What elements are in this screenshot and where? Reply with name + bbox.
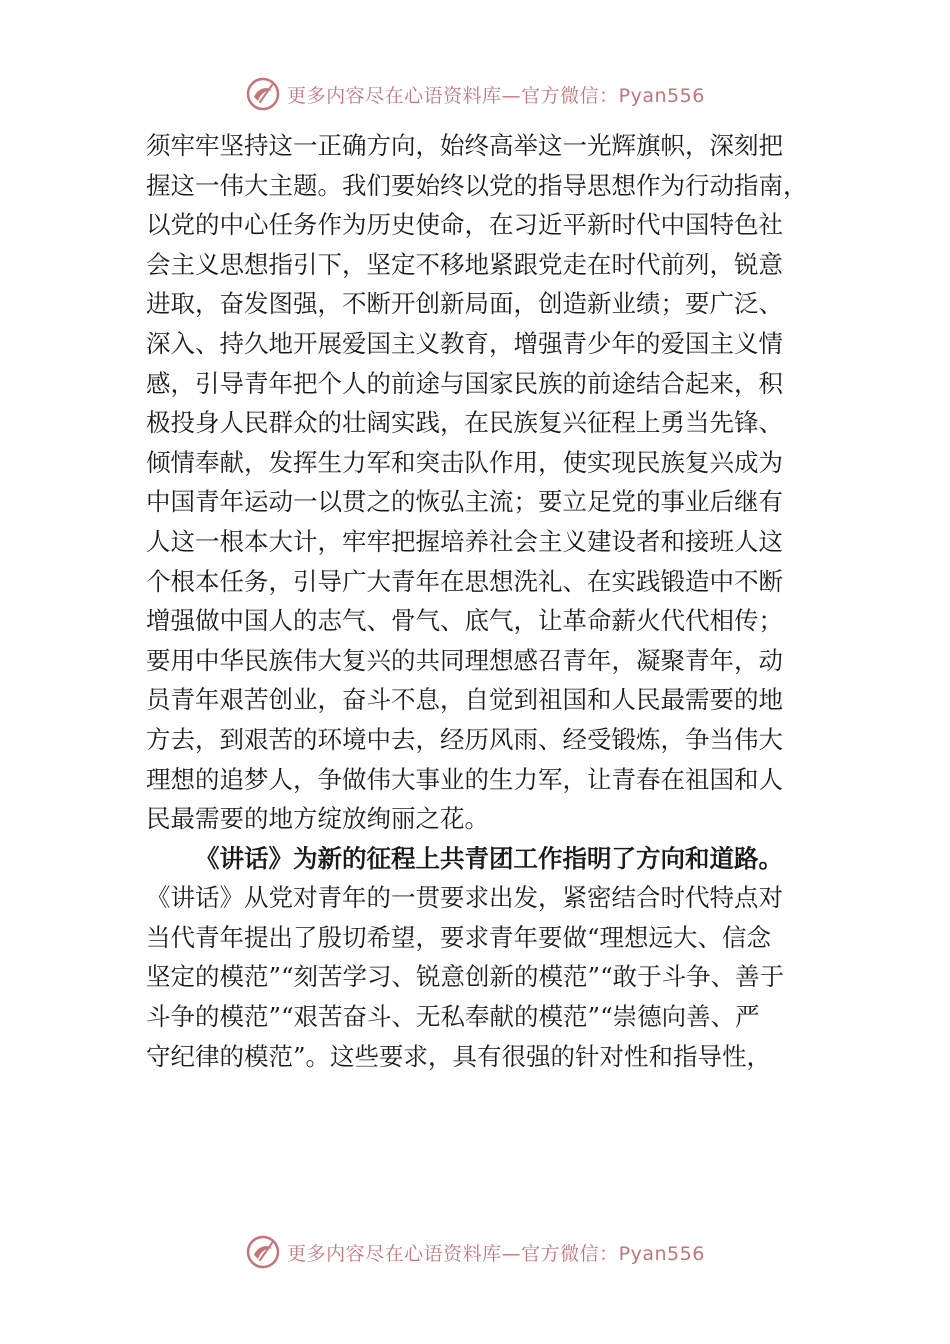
body-text [146, 126, 826, 1076]
logo-icon [245, 76, 281, 112]
text-line: 增强做中国人的志气、骨气、底气，让革命薪火代代相传； [146, 606, 783, 636]
text-line: 会主义思想指引下，坚定不移地紧跟党走在时代前列，锐意 [146, 249, 783, 279]
section-heading: 《讲话》为新的征程上共青团工作指明了方向和道路。 [195, 843, 783, 873]
text-line: 守纪律的模范”。这些要求，具有很强的针对性和指导性， [146, 1041, 772, 1071]
text-line: 个根本任务，引导广大青年在思想洗礼、在实践锻造中不断 [146, 566, 783, 596]
text-line: 须牢牢坚持这一正确方向，始终高举这一光辉旗帜，深刻把 [146, 131, 783, 160]
footer-banner [0, 1232, 950, 1272]
text-line: 斗争的模范”“艰苦奋斗、无私奉献的模范”“崇德向善、严 [146, 1002, 760, 1032]
banner-text: 更多内容尽在心语资料库—官方微信：Pyan556 [287, 1242, 705, 1265]
text-line: 深入、持久地开展爱国主义教育，增强青少年的爱国主义情 [146, 328, 783, 358]
text-line: 中国青年运动一以贯之的恢弘主流；要立足党的事业后继有 [146, 487, 783, 517]
text-line: 以党的中心任务作为历史使命，在习近平新时代中国特色社 [146, 210, 783, 240]
text-line: 感，引导青年把个人的前途与国家民族的前途结合起来，积 [146, 368, 783, 398]
header-banner [0, 74, 950, 114]
text-line: 倾情奉献，发挥生力军和突击队作用，使实现民族复兴成为 [146, 447, 783, 477]
text-line: 极投身人民群众的壮阔实践，在民族复兴征程上勇当先锋、 [146, 408, 783, 438]
text-line: 员青年艰苦创业，奋斗不息，自觉到祖国和人民最需要的地 [146, 685, 783, 715]
logo-icon [245, 1234, 281, 1270]
text-line: 方去，到艰苦的环境中去，经历风雨、经受锻炼，争当伟大 [146, 724, 783, 754]
text-line: 要用中华民族伟大复兴的共同理想感召青年，凝聚青年，动 [146, 645, 783, 675]
banner-text: 更多内容尽在心语资料库—官方微信：Pyan556 [287, 84, 705, 107]
text-line: 当代青年提出了殷切希望，要求青年要做“理想远大、信念 [146, 922, 772, 952]
text-line: 理想的追梦人，争做伟大事业的生力军，让青春在祖国和人 [146, 764, 783, 794]
text-line: 人这一根本大计，牢牢把握培养社会主义建设者和接班人这 [146, 526, 783, 556]
text-line: 《讲话》从党对青年的一贯要求出发，紧密结合时代特点对 [146, 883, 783, 913]
text-line: 进取，奋发图强，不断开创新局面，创造新业绩；要广泛、 [146, 289, 783, 319]
text-line: 握这一伟大主题。我们要始终以党的指导思想作为行动指南， [146, 170, 808, 200]
text-line: 民最需要的地方绽放绚丽之花。 [146, 804, 489, 834]
text-line: 坚定的模范”“刻苦学习、锐意创新的模范”“敢于斗争、善于 [146, 962, 785, 992]
